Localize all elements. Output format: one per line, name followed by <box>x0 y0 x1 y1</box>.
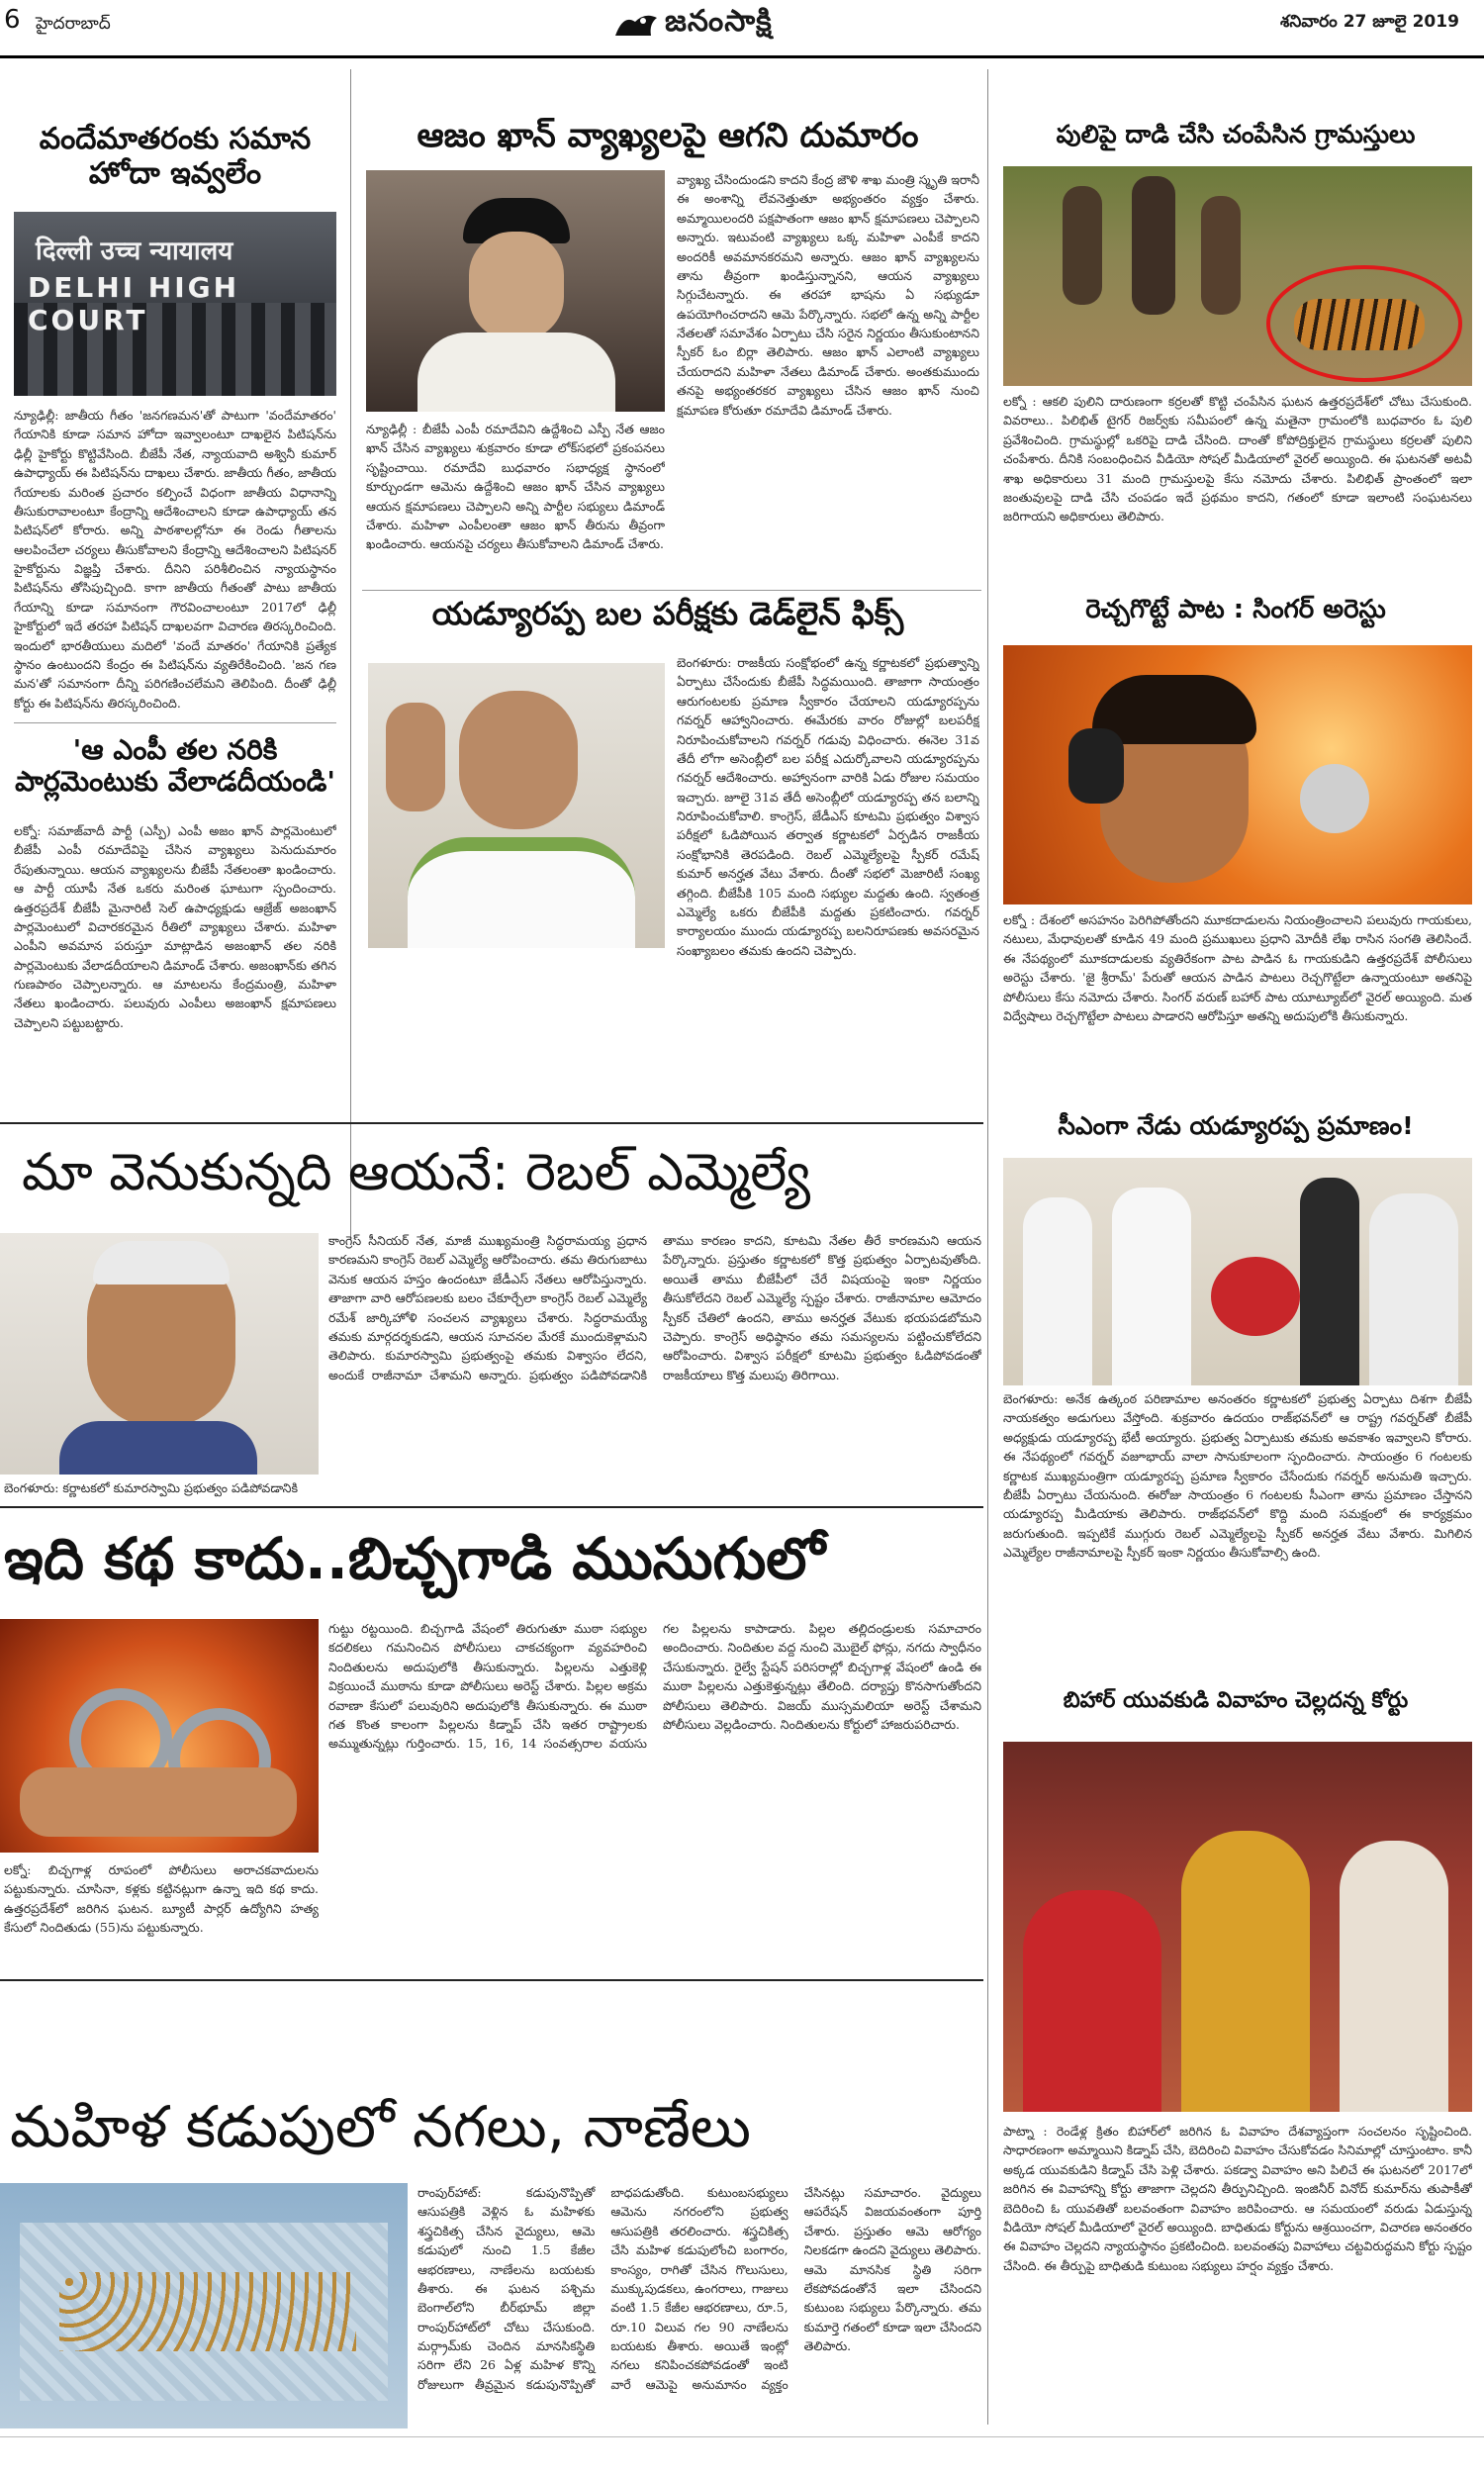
jewellery-photo <box>0 2183 408 2428</box>
woman-body: రాంపుర్‌హాట్: కడుపునొప్పితో ఆసుపత్రికి వెళ్లిన ఓ మహిళకు శస్త్రచికిత్స చేసిన వైద్యులు, ఆమె కడుపులో నుంచి 1.5 కేజీల ఆభరణాలు, నాణేలను బయటకు తీశారు. ఈ ఘటన పశ్చిమ బెంగాల్‌లోని బీర్‌భూమ్ జిల్లా రాంపుర్‌హాట్‌లో చోటు చేసుకుంది. మర్గ్రామ్‌కు చెందిన మానసికస్థితి సరిగా లేని 26 ఏళ్ల మహిళ కొన్ని రోజులుగా తీవ్రమైన కడుపునొప్పితో బాధపడుతోంది. కుటుంబసభ్యులు ఆమెను నగరంలోని ప్రభుత్వ ఆసుపత్రికి తరలించారు. శస్త్రచికిత్స చేసి మహిళ కడుపులోంచి బంగారం, కాంస్యం, రాగితో చేసిన గొలుసులు, ముక్కుపుడకలు, ఉంగరాలు, గాజులు వంటి 1.5 కేజీల ఆభరణాలు, రూ.5, రూ.10 విలువ గల 90 నాణేలను బయటకు తీశారు. అయితే ఇంట్లో నగలు కనిపించకపోవడంతో ఇంటి వారే ఆమెపై అనుమానం వ్యక్తం చేసినట్లు సమాచారం. వైద్యులు ఆపరేషన్ విజయవంతంగా పూర్తి చేశారు. ప్రస్తుతం ఆమె ఆరోగ్యం నిలకడగా ఉందని వైద్యులు తెలిపారు. ఆమె మానసిక స్థితి సరిగా లేకపోవడంతోనే ఇలా చేసిందని కుటుంబ సభ్యులు పేర్కొన్నారు. తమ కుమార్తె గతంలో కూడా ఇలా చేసిందని తెలిపారు. <box>417 2185 981 2392</box>
logo <box>613 6 773 44</box>
wedding-photo-guest <box>1340 1841 1448 2112</box>
singer-headline: రెచ్చగొట్టే పాట : సింగర్ అరెస్టు <box>1085 595 1386 624</box>
cm-photo-governor <box>1369 1193 1458 1385</box>
col-divider-left <box>350 69 351 1237</box>
ap-body: లక్నో: సమాజ్‌వాదీ పార్టీ (ఎస్పీ) ఎంపీ అజం ఖాన్ పార్లమెంటులో బీజేపీ ఎంపీ రమాదేవిపై చేసిన వ్యాఖ్యలు పెనుదుమారం రేపుతున్నాయి. ఆయన వ్యాఖ్యలను బీజేపీ నేతలంతా ఖండించారు. ఆ పార్టీ యూపీ నేత ఒకరు మరింత ఘాటుగా స్పందించారు. ఉత్తరప్రదేశ్ బీజేపీ మైనారిటీ సెల్ ఉపాధ్యక్షుడు ఆజ్రేజ్ అజంఖాన్ పార్లమెంటులో విచారకరమైన రీతిలో వ్యాఖ్యలు చేశారు. మహిళా ఎంపీని అవమాన పరుస్తూ మాట్లాడిన అజంఖాన్ తల నరికి పార్లమెంటుకు వేలాడదీయాలని డిమాండ్ చేశారు. అజంఖాన్‌కు తగిన గుణపాఠం చెప్పాలన్నారు. ఆ మాటలను కేంద్రమంత్రి, మహిళా నేతలు ఖండించారు. పలువురు ఎంపీలు అజంఖాన్ క్షమాపణలు చెప్పాలని పట్టుబట్టారు. <box>14 823 336 1030</box>
azam-body-right: వ్యాఖ్య చేసిందుండని కాదని కేంద్ర జౌళి శాఖ మంత్రి స్మృతి ఇరానీ ఈ అంశాన్ని లేవనెత్తుతూ అభ్యంతరం వ్యక్తం చేశారు. అమ్మాయిలందరి పక్షపాతంగా ఆజం ఖాన్ క్షమాపణలు చెప్పాలని అన్నారు. ఇటువంటి వ్యాఖ్యలు ఒక్క మహిళా ఎంపీకే కాదని అందరికీ అవమానకరమని అన్నారు. ఆజం ఖాన్ వ్యాఖ్యలను తాను తీవ్రంగా ఖండిస్తున్నానని, ఆయన వ్యాఖ్యలు సిగ్గుచేటన్నారు. ఈ తరహా భాషను ఏ సభ్యుడూ ఉపయోగించరాదని ఆమె పేర్కొన్నారు. సభలో ఉన్న అన్ని పార్టీల నేతలతో సమావేశం ఏర్పాటు చేసి సరైన నిర్ణయం తీసుకుంటానని స్పీకర్ ఓం బిర్లా తెలిపారు. ఆజం ఖాన్ ఎలాంటి వ్యాఖ్యలు చేయరాదని మహిళా నేతలు డిమాండ్ చేశారు. అంతకుముందు తనపై అభ్యంతరకర వ్యాఖ్యలు చేసిన ఆజం ఖాన్ నుంచి క్షమాపణ కోరుతూ రమాదేవి డిమాండ్ చేశారు. <box>677 172 979 418</box>
rebel-photo-hair <box>93 1241 230 1285</box>
singer-photo <box>1003 645 1472 904</box>
edition-label: హైదరాబాద్ <box>36 14 111 34</box>
cm-photo-person-1 <box>1023 1197 1092 1385</box>
handcuff-photo <box>0 1619 319 1853</box>
cm-photo-guard <box>1300 1178 1359 1385</box>
yeddyurappa-photo <box>368 663 665 948</box>
rebel-headline: మా వెనుకున్నది ఆయనే: రెబల్ ఎమ్మెల్యే <box>22 1143 811 1202</box>
yeddy-photo-face <box>459 691 578 829</box>
court-body: పాట్నా : రెండేళ్ల క్రితం బిహార్‌లో జరిగిన ఓ వివాహం దేశవ్యాప్తంగా సంచలనం సృష్టించింది. సాధారణంగా అమ్మాయిని కిడ్నాప్ చేసి, బెదిరించి వివాహం చేసుకోవడం సినిమాల్లో చూస్తుంటాం. కానీ అక్కడ యువకుడిని కిడ్నాప్ చేసి పెళ్లి చేశారు. పకడ్వా వివాహం అని పిలిచే ఈ ఘటనలో 2017లో జరిగిన ఈ వివాహాన్ని కోర్టు తాజాగా చెల్లదని తీర్పునిచ్చింది. ఇంజినీర్ వినోద్ కుమార్‌ను తుపాకీతో బెదిరించి ఓ యువతితో బలవంతంగా వివాహం జరిపించారు. ఆ సమయంలో వరుడు ఏడుస్తున్న వీడియో సోషల్ మీడియాలో వైరల్ అయ్యింది. బాధితుడు కోర్టును ఆశ్రయించగా, విచారణ అనంతరం ఈ వివాహం చెల్లదని న్యాయస్థానం ప్రకటించింది. బలవంతపు వివాహాలు చట్టవిరుద్ధమని కోర్టు స్పష్టం చేసింది. ఈ తీర్పుపై బాధితుడి కుటుంబ సభ్యులు హర్షం వ్యక్తం చేశారు. <box>1003 2124 1472 2273</box>
rebel-photo-shirt <box>59 1421 257 1475</box>
azam-photo-face <box>469 232 564 340</box>
vande-divider <box>14 722 336 723</box>
handcuff-hands <box>20 1767 297 1837</box>
cm-photo-bouquet <box>1211 1257 1300 1336</box>
wedding-photo-bride <box>1023 1890 1161 2112</box>
yeddy-test-headline: యడ్యూరప్ప బల పరీక్షకు డెడ్‌లైన్ ఫిక్స్ <box>431 595 904 632</box>
tiger-photo-crowd-1 <box>1063 186 1102 305</box>
masthead-rule <box>0 55 1484 58</box>
tiger-photo-crowd-2 <box>1132 176 1175 315</box>
cm-body: బెంగళూరు: అనేక ఉత్కంఠ పరిణామాల అనంతరం కర్ణాటకలో ప్రభుత్వ ఏర్పాటు దిశగా బీజేపీ నాయకత్వం అడుగులు వేస్తోంది. శుక్రవారం ఉదయం రాజ్‌భవన్‌లో ఆ రాష్ట్ర గవర్నర్‌తో బీజేపీ అధ్యక్షుడు యడ్యూరప్ప భేటీ అయ్యారు. ప్రభుత్వ ఏర్పాటుకు తమకు అవకాశం ఇవ్వాలని కోరారు. ఈ నేపథ్యంలో గవర్నర్ వజూభాయ్ వాలా సానుకూలంగా స్పందించారు. సాయంత్రం 6 గంటలకు కర్ణాటక ముఖ్యమంత్రిగా యడ్యూరప్ప ప్రమాణ స్వీకారం చేసేందుకు గవర్నర్ అనుమతి ఇచ్చారు. బీజేపీ ఏర్పాటు చేయనుంది. ఈరోజు సాయంత్రం 6 గంటలకు సీఎంగా తాను ప్రమాణం చేస్తానని యడ్యూరప్ప మీడియాకు తెలిపారు. రాజ్‌భవన్‌లో కొద్ది మంది సమక్షంలో ఈ కార్యక్రమం జరుగుతుంది. ఇప్పటికే ముగ్గురు రెబల్ ఎమ్మెల్యేలపై స్పీకర్ అనర్హత వేటు వేశారు. మిగిలిన ఎమ్మెల్యేల రాజీనామాలపై స్పీకర్ ఇంకా నిర్ణయం తీసుకోవాల్సి ఉంది. <box>1003 1391 1472 1560</box>
beggar-caption: లక్నో: బిచ్చగాళ్ల రూపంలో పోలీసులు అరాచకవాదులను పట్టుకున్నారు. చూసినా, కళ్లకు కట్టినట్లుగా ఉన్నా ఇది కథ కాదు. ఉత్తరప్రదేశ్‌లో జరిగిన ఘటన. బ్యూటీ పార్లర్ ఉద్యోగిని హత్య కేసులో నిందితుడు (55)ను పట్టుకున్నారు. <box>4 1862 319 1936</box>
wedding-photo-groom <box>1181 1831 1310 2112</box>
tiger-photo-red-circle <box>1266 265 1462 382</box>
masthead <box>0 0 1484 59</box>
yeddy-test-body: బెంగళూరు: రాజకీయ సంక్షోభంలో ఉన్న కర్ణాటకలో ప్రభుత్వాన్ని ఏర్పాటు చేసేందుకు బీజేపీ సిద్ధమయింది. తాజాగా సాయంత్రం ఆరుగంటలకు ప్రమాణ స్వీకారం చేయాలని యడ్యూరప్పను గవర్నర్ ఆహ్వానించారు. ఈమేరకు వారం రోజుల్లో బలపరీక్ష నిరూపించుకోవాలని గవర్నర్ గడువు విధించారు. ఈనెల 31వ తేదీ లోగా అసెంబ్లీలో బల పరీక్ష ఎదుర్కోవాలని యడ్యూరప్పను గవర్నర్ ఆదేశించారు. అహ్వానంగా వారికి ఏడు రోజుల సమయం ఇచ్చారు. జూలై 31వ తేదీ అసెంబ్లీలో యడ్యూరప్ప తన బలాన్ని నిరూపించుకోవాలి. కాంగ్రెస్, జేడీఎస్ కూటమి ప్రభుత్వం విశ్వాస పరీక్షలో ఓడిపోయిన తర్వాత కర్ణాటకలో ఏర్పడిన రాజకీయ సంక్షోభానికి తెరపడింది. రెబల్ ఎమ్మెల్యేలపై స్పీకర్ రమేష్ కుమార్ అనర్హత వేటు వేశారు. దీంతో సభలో మెజారిటీ సంఖ్య తగ్గింది. బీజేపీకి 105 మంది సభ్యుల మద్దతు ఉంది. స్వతంత్ర ఎమ్మెల్యే ఒకరు బీజేపీకి మద్దతు ప్రకటించారు. గవర్నర్ కార్యాలయం ముందు యడ్యూరప్ప బలనిరూపణకు అవసరమైన సంఖ్యాబలం తమకు ఉందని చెప్పారు. <box>677 655 979 958</box>
logo-text: జనంసాక్షి <box>665 4 773 39</box>
rebel-top-rule <box>0 1122 983 1124</box>
page-number: 6 <box>4 5 21 35</box>
court-sign-hindi: दिल्ली उच्च न्यायालय <box>36 237 233 266</box>
vande-headline: వందేమాతరంకు సమాన హోదా ఇవ్వలేం <box>39 122 312 191</box>
rebel-caption: బెంగళూరు: కర్ణాటకలో కుమారస్వామి ప్రభుత్వం పడిపోవడానికి <box>4 1480 298 1495</box>
singer-body: లక్నో : దేశంలో అసహనం పెరిగిపోతోందని మూకదాడులను నియంత్రించాలని పలువురు గాయకులు, నటులు, మేధావులతో కూడిన 49 మంది ప్రముఖులు ప్రధాని మోదీకి లేఖ రాసిన సంగతి తెలిసిందే. ఈ నేపథ్యంలో మూకదాడులకు వ్యతిరేకంగా పాట పాడిన ఓ గాయకుడిని ఉత్తరప్రదేశ్ పోలీసులు అరెస్టు చేశారు. 'జై శ్రీరామ్' పేరుతో ఆయన పాడిన పాటలు రెచ్చగొట్టేలా ఉన్నాయంటూ అతనిపై పోలీసులు కేసు నమోదు చేశారు. సింగర్ వరుణ్ బహార్ పాట యూట్యూబ్‌లో వైరల్ అయ్యింది. మత విద్వేషాలు రెచ్చగొట్టేలా పాటలు పాడారని ఆరోపిస్తూ అతన్ని అదుపులోకి తీసుకున్నారు. <box>1003 912 1472 1023</box>
azam-photo-body <box>417 333 615 412</box>
logo-emblem-icon <box>613 10 659 40</box>
tiger-photo-crowd-3 <box>1201 196 1241 315</box>
singer-microphone-icon <box>1300 764 1369 833</box>
beggar-top-rule <box>0 1506 983 1508</box>
tiger-attack-photo <box>1003 166 1472 386</box>
bihar-wedding-photo <box>1003 1742 1472 2112</box>
ap-headline: 'ఆ ఎంపీ తల నరికి పార్లమెంటుకు వేలాడదీయండి' <box>15 733 335 799</box>
beggar-body: గుట్టు రట్టయింది. బిచ్చగాడి వేషంలో తిరుగుతూ ముఠా సభ్యుల కదలికలు గమనించిన పోలీసులు చాకచక్యంగా వ్యవహరించి నిందితులను అదుపులోకి తీసుకున్నారు. పిల్లలను ఎత్తుకెళ్లి విక్రయించే ముఠాను కూడా పోలీసులు అరెస్ట్ చేశారు. పిల్లల అక్రమ రవాణా కేసులో పలువురిని అదుపులోకి తీసుకున్నారు. ఈ ముఠా గత కొంత కాలంగా పిల్లలను కిడ్నాప్ చేసి ఇతర రాష్ట్రాలకు అమ్ముతున్నట్లు గుర్తించారు. 15, 16, 14 సంవత్సరాల వయసు గల పిల్లలను కాపాడారు. పిల్లల తల్లిదండ్రులకు సమాచారం అందించారు. నిందితుల వద్ద నుంచి మొబైల్ ఫోన్లు, నగదు స్వాధీనం చేసుకున్నారు. రైల్వే స్టేషన్ పరిసరాల్లో బిచ్చగాళ్ల వేషంలో ఉండి ఈ ముఠా పిల్లలను ఎత్తుకెళ్తున్నట్లు తేలింది. దర్యాప్తు కొనసాగుతోందని పోలీసులు తెలిపారు. విజయ్ ముస్సమలియా అరెస్ట్ చేశామని పోలీసులు వెల్లడించారు. నిందితులను కోర్టులో హాజరుపరిచారు. <box>328 1621 981 1752</box>
cm-photo-person-2 <box>1112 1188 1191 1385</box>
tiger-body: లక్నో : ఆకలి పులిని దారుణంగా కర్రలతో కొట్టి చంపేసిన ఘటన ఉత్తరప్రదేశ్‌లో చోటు చేసుకుంది. వివరాలు.. పిలిభిత్ టైగర్ రిజర్వ్‌కు సమీపంలో ఉన్న మతైనా గ్రామంలోకి బుధవారం ఓ పులి ప్రవేశించింది. గ్రామస్థుల్లో ఒకరిపై దాడి చేసింది. దాంతో కోపోద్రిక్తులైన గ్రామస్థులు కర్రలతో పులిని చంపేశారు. దీనికి సంబంధించిన వీడియో సోషల్ మీడియాలో వైరల్ అయ్యింది. ఈ ఘటనతో అటవీ శాఖ అధికారులు 31 మంది గ్రామస్తులపై కేసు నమోదు చేశారు. పిలిభిత్ ప్రాంతంలో ఇలా జంతువులపై దాడి చేసి చంపడం ఇదే ప్రథమం కాదని, గతంలో కూడా ఇలాంటి సంఘటనలు జరిగాయని అధికారులు తెలిపారు. <box>1003 394 1472 524</box>
yeddy-photo-hand <box>386 703 445 811</box>
court-sign-english: DELHI HIGH COURT <box>28 271 240 336</box>
delhi-high-court-photo <box>14 212 336 396</box>
beggar-headline: ఇది కథ కాదు..బిచ్చగాడి ముసుగులో <box>4 1525 825 1592</box>
singer-headphones-icon <box>1068 728 1124 804</box>
azam-khan-photo <box>366 170 665 412</box>
rebel-body: కాంగ్రెస్ సీనియర్ నేత, మాజీ ముఖ్యమంత్రి సిద్ధరామయ్య ప్రధాన కారణమని కాంగ్రెస్ రెబల్ ఎమ్మెల్యే ఆరోపించారు. తమ తిరుగుబాటు వెనుక ఆయన హస్తం ఉందంటూ జేడీఎస్ నేతలు ఆరోపిస్తున్నారు. తాజాగా వారి ఆరోపణలకు బలం చేకూర్చేలా కాంగ్రెస్ రెబల్ ఎమ్మెల్యే రమేశ్ జార్కిహోళి సంచలన వ్యాఖ్యలు చేశారు. సిద్ధరామయ్యే తమకు మార్గదర్శకుడని, ఆయన సూచనల మేరకే ముందుకెళ్లామని తెలిపారు. కుమారస్వామి ప్రభుత్వంపై తమకు విశ్వాసం లేదని, అందుకే రాజీనామా చేశామని అన్నారు. ప్రభుత్వం పడిపోవడానికి తాము కారణం కాదని, కూటమి నేతల తీరే కారణమని ఆయన పేర్కొన్నారు. ప్రస్తుతం కర్ణాటకలో కొత్త ప్రభుత్వం ఏర్పాటవుతోంది. అయితే తాము బీజేపీలో చేరే విషయంపై ఇంకా నిర్ణయం తీసుకోలేదని రెబల్ ఎమ్మెల్యే స్పష్టం చేశారు. రాజీనామాల ఆమోదం స్పీకర్ చేతిలో ఉందని, తాము అనర్హత వేటుకు భయపడబోమని చెప్పారు. కాంగ్రెస్ అధిష్ఠానం తమ సమస్యలను పట్టించుకోలేదని ఆరోపించారు. విశ్వాస పరీక్షలో కూటమి ప్రభుత్వం ఓడిపోవడంతో రాజకీయాలు కొత్త మలుపు తిరిగాయి. <box>328 1233 981 1382</box>
court-headline: బిహార్ యువకుడి వివాహం చెల్లదన్న కోర్టు <box>1063 1688 1409 1713</box>
azam-divider <box>362 590 981 591</box>
cm-headline: సీఎంగా నేడు యడ్యూరప్ప ప్రమాణం! <box>1058 1111 1414 1140</box>
yeddy-photo-shirt <box>408 837 635 948</box>
yeddy-test-body-lower <box>368 954 665 1106</box>
footer-rule <box>0 2436 1484 2437</box>
rebel-mla-photo <box>0 1233 319 1475</box>
azam-headline: ఆజం ఖాన్ వ్యాఖ్యలపై ఆగని దుమారం <box>417 116 919 155</box>
woman-headline: మహిళ కడుపులో నగలు, నాణేలు <box>10 2093 751 2160</box>
jewellery-photo-items <box>59 2272 356 2351</box>
woman-top-rule <box>0 1979 983 1981</box>
issue-date: శనివారం 27 జూలై 2019 <box>1280 12 1459 32</box>
cm-swearing-photo <box>1003 1158 1472 1385</box>
vande-body: న్యూఢిల్లీ: జాతీయ గీతం 'జనగణమన'తో పాటుగా 'వందేమాతరం' గేయానికి కూడా సమాన హోదా ఇవ్వాలంటూ దాఖలైన పిటిషన్‌ను ఢిల్లీ హైకోర్టు కొట్టివేసింది. బీజేపీ నేత, న్యాయవాది అశ్వినీ కుమార్ ఉపాధ్యాయ్ ఈ పిటిషన్‌ను దాఖలు చేశారు. జాతీయ గీతం, జాతీయ గేయాలకు మరింత ప్రచారం కల్పించే విధంగా జాతీయ విధానాన్ని తీసుకురావాలంటూ కేంద్రాన్ని ఆదేశించాలని కూడా ఉపాధ్యాయ్ తన పిటిషన్‌లో కోరారు. అన్ని పాఠశాలల్లోనూ ఈ రెండు గీతాలను ఆలపించేలా చర్యలు తీసుకోవాలని కేంద్రాన్ని ఆదేశించాలని పిటిషనర్ హైకోర్టును విజ్ఞప్తి చేశారు. దీనిని పరిశీలించిన న్యాయస్థానం పిటిషన్‌ను తోసిపుచ్చింది. కాగా జాతీయ గీతంతో పాటు జాతీయ గేయాన్ని కూడా సమానంగా గౌరవించాలంటూ 2017లో ఢిల్లీ హైకోర్టులో ఇదే తరహా పిటిషన్ దాఖలవగా విచారణ తిరస్కరించింది. ఇందులో భారతీయులు మదిలో 'వందే మాతరం' గేయానికి ప్రత్యేక స్థానం ఉంటుందని కేంద్రం ఈ పిటిషన్‌ను వ్యతిరేకించింది. 'జన గణ మన'తో సమానంగా దీన్ని పరిగణించలేమని తెలిపింది. దీంతో ఢిల్లీ కోర్టు ఈ పిటిషన్‌ను తిరస్కరించింది. <box>14 408 336 711</box>
tiger-headline: పులిపై దాడి చేసి చంపేసిన గ్రామస్తులు <box>1056 120 1416 148</box>
azam-body-left: న్యూఢిల్లీ : బీజేపీ ఎంపీ రమాదేవిని ఉద్దేశించి ఎస్పీ నేత ఆజం ఖాన్ చేసిన వ్యాఖ్యలు శుక్రవారం కూడా లోక్‌సభలో ప్రకంపనలు సృష్టించాయి. రమాదేవి బుధవారం సభాధ్యక్ష స్థానంలో కూర్చుండగా ఆమెను ఉద్దేశించి ఆజం ఖాన్ చేసిన వ్యాఖ్యలు ఆయన క్షమాపణలు చెప్పాలని అన్ని పార్టీల సభ్యులు డిమాండ్ చేశారు. మహిళా ఎంపీలంతా ఆజం ఖాన్ తీరును తీవ్రంగా ఖండించారు. ఆయనపై చర్యలు తీసుకోవాలని డిమాండ్ చేశారు. <box>366 422 665 552</box>
col-divider-right <box>987 69 988 2425</box>
